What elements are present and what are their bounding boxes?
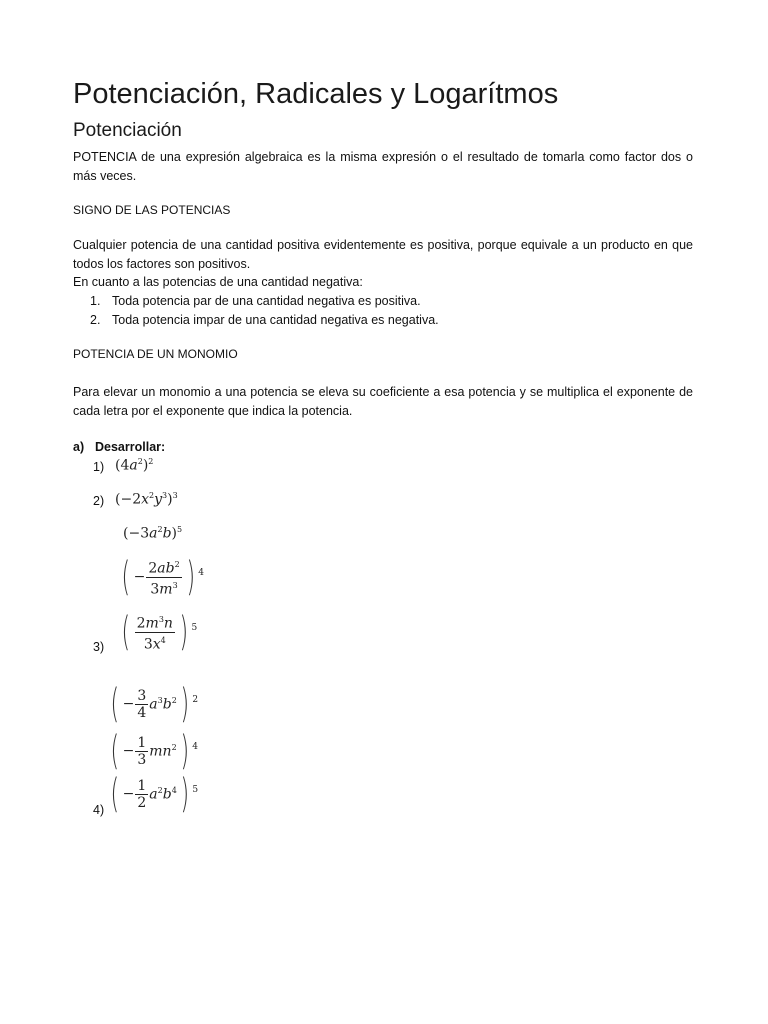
exercise-4c-expression: ( − $\frac{1}{2}$ $a^2b^4$ ) 5 [110,771,199,817]
page-title: Potenciación, Radicales y Logarítmos [73,78,559,110]
intro-keyword: POTENCIA [73,150,137,164]
exercise-4-number: 4) [93,803,105,817]
exercise-2-number: 2) [93,494,105,508]
intro-paragraph [73,148,693,185]
exercise-3-expression: ( $\frac{2m^3n}{3x^4}$ ) 5 [121,609,198,656]
exercise-2b-expression: $(-3a^2b)^5$ [123,525,183,542]
intro-text: de una expresión algebraica es la misma expresión o el resultado de tomarla como factor dos o más veces. [73,150,693,183]
rules-list [90,292,439,329]
monomio-paragraph: Para elevar un monomio a una potencia se eleva su coeficiente a esa potencia y se multiplica el exponente de cada letra por el exponente que indica la potencia. [73,385,693,418]
exercise-4b-expression: ( − $\frac{1}{3}$ $mn^2$ ) 4 [110,728,198,774]
section-title: Potenciación [73,120,182,141]
heading-signo: SIGNO DE LAS POTENCIAS [73,203,231,217]
exercise-2c-expression: ( − $\frac{2ab^2}{3m^3}$ ) 4 [121,554,205,601]
list-item: 1. Toda potencia par de una cantidad negativa es positiva. [90,294,421,308]
exercise-4a-expression: ( − $\frac{3}{4}$ $a^3b^2$ ) 2 [110,681,199,727]
heading-monomio: POTENCIA DE UN MONOMIO [73,347,238,361]
exercise-header: a) Desarrollar: [73,440,166,454]
exercise-3-number: 3) [93,640,105,654]
exercise-2-expression: $(-2x^2y^3)^3$ [115,491,178,508]
exercise-1-expression: $(4a^2)^2$ [115,457,154,474]
signo-lead: En cuanto a las potencias de una cantidad negativa: [73,275,363,289]
signo-paragraph: Cualquier potencia de una cantidad positiva evidentemente es positiva, porque equivale a un producto en que todos los factores son positivos. [73,238,693,271]
list-item: 2. Toda potencia impar de una cantidad negativa es negativa. [90,312,439,327]
exercise-1-number: 1) [93,460,105,474]
